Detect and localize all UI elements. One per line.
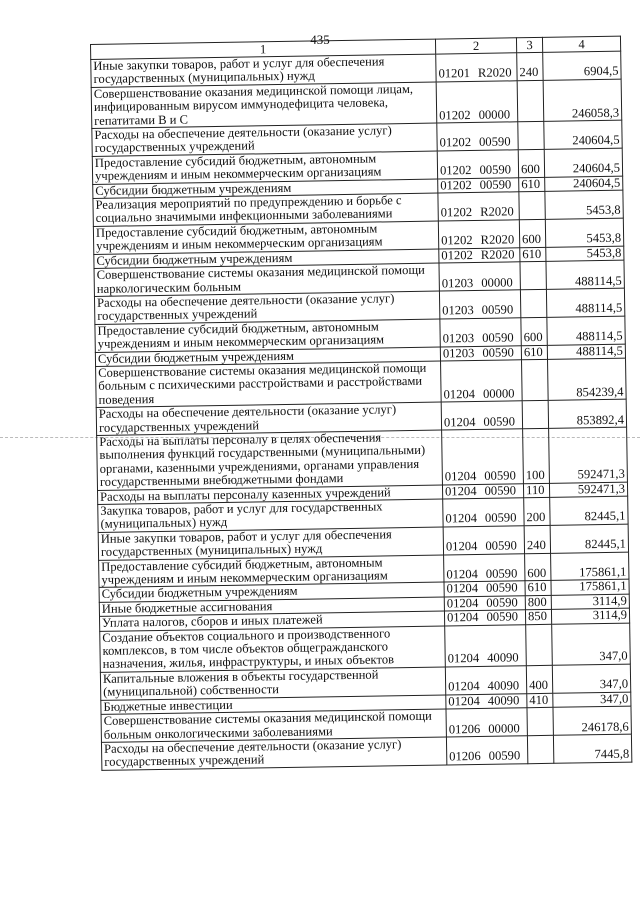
row-amount: 488114,5 — [546, 288, 624, 317]
row-code — [445, 666, 526, 695]
row-expense-type — [522, 401, 548, 429]
header-col-2: 2 — [435, 38, 516, 54]
row-amount: 175861,1 — [551, 580, 629, 596]
row-code — [446, 693, 527, 709]
row-direction-code: 00590 — [485, 580, 518, 596]
row-code — [442, 483, 523, 499]
row-expense-type: 240 — [517, 52, 543, 80]
row-amount: 6904,5 — [543, 51, 621, 80]
row-program-code: 01204 — [444, 483, 477, 499]
row-name: Создание объектов социального и производственного комплексов, в том числе объектов общегражданского назначения, жилья, инфраструктуры, и иных объектов — [100, 626, 446, 673]
row-code — [439, 290, 520, 319]
row-code — [443, 498, 524, 527]
row-code — [436, 81, 518, 123]
row-direction-code: 00590 — [478, 134, 511, 150]
row-name: Иные закупки товаров, работ и услуг для обеспечения государственных (муниципальных) нужд — [91, 54, 436, 87]
row-expense-type: 110 — [523, 483, 549, 498]
row-expense-type: 800 — [525, 595, 551, 610]
row-code — [441, 401, 522, 430]
row-program-code: 01204 — [445, 511, 478, 526]
row-name: Предоставление субсидий бюджетным, автономным учреждениям и иным некоммерческим организациям — [93, 221, 438, 254]
row-name: Субсидии бюджетным учреждениям — [95, 347, 440, 367]
row-expense-type: 600 — [525, 553, 551, 581]
row-program-code: 01204 — [445, 539, 478, 554]
row-name: Расходы на выплаты персоналу в целях обеспечения выполнения функций государственными (муниципальными) органами, казенными учреждениями, органами управления государственными внебюджетными фондами — [97, 430, 443, 490]
row-expense-type: 410 — [527, 693, 553, 708]
row-amount: 3114,9 — [551, 594, 629, 610]
row-expense-type: 600 — [519, 219, 545, 247]
row-amount: 82445,1 — [550, 496, 628, 525]
row-code — [439, 262, 520, 291]
row-expense-type — [522, 359, 549, 401]
row-direction-code: 00590 — [479, 177, 512, 192]
row-name: Закупка товаров, работ и услуг для государственных (муниципальных) нужд — [98, 499, 443, 532]
row-expense-type: 200 — [524, 497, 550, 525]
row-code — [440, 345, 521, 361]
row-expense-type: 610 — [525, 581, 551, 596]
row-program-code: 01204 — [443, 414, 476, 430]
row-direction-code: 00590 — [485, 538, 518, 554]
row-expense-type — [527, 735, 553, 763]
row-code — [437, 150, 518, 179]
row-code — [444, 553, 525, 582]
row-expense-type: 850 — [525, 610, 551, 625]
row-amount: 7445,8 — [553, 734, 631, 763]
row-code — [446, 708, 527, 737]
row-expense-type — [526, 624, 553, 666]
row-direction-code: 00590 — [485, 566, 518, 581]
row-program-code: 01204 — [444, 469, 477, 484]
row-program-code: 01203 — [442, 345, 475, 361]
row-amount: 82445,1 — [550, 524, 628, 553]
row-direction-code: R2020 — [480, 232, 515, 248]
row-direction-code: 00590 — [481, 302, 514, 318]
row-amount: 175861,1 — [551, 552, 629, 581]
row-direction-code: 40090 — [487, 678, 520, 694]
row-code — [438, 220, 519, 249]
row-direction-code: 00590 — [479, 162, 512, 178]
row-amount: 240604,5 — [545, 176, 623, 192]
row-expense-type: 610 — [519, 177, 545, 192]
row-program-code: 01204 — [446, 567, 478, 582]
row-code — [446, 736, 527, 765]
row-direction-code: R2020 — [480, 247, 515, 262]
row-direction-code: 40090 — [487, 650, 519, 666]
row-code — [445, 624, 527, 666]
row-program-code: 01204 — [446, 595, 479, 611]
row-program-code: 01202 — [440, 177, 472, 193]
row-amount: 347,0 — [552, 623, 631, 665]
row-program-code: 01202 — [439, 107, 471, 123]
row-amount: 592471,3 — [549, 482, 627, 498]
row-code — [438, 177, 519, 193]
row-direction-code: 00590 — [488, 748, 521, 764]
row-program-code: 01204 — [446, 610, 479, 625]
row-amount: 347,0 — [552, 664, 630, 693]
row-program-code: 01206 — [448, 721, 481, 736]
budget-table-sheet — [90, 36, 631, 771]
row-direction-code: 00590 — [486, 609, 519, 625]
row-name: Иные бюджетные ассигнования — [99, 597, 444, 617]
row-direction-code: R2020 — [477, 65, 512, 81]
row-program-code: 01204 — [443, 386, 476, 402]
row-direction-code: 40090 — [487, 693, 520, 708]
row-code — [436, 53, 517, 82]
row-expense-type: 240 — [524, 525, 550, 553]
row-code — [439, 247, 520, 263]
row-amount: 246178,6 — [553, 706, 631, 735]
row-name: Уплата налогов, сборов и иных платежей — [99, 611, 444, 631]
row-name: Предоставление субсидий бюджетным, автономным учреждениям и иным некоммерческим организациям — [95, 319, 440, 352]
budget-table — [90, 36, 632, 771]
row-program-code: 01202 — [440, 205, 473, 220]
row-direction-code: 00590 — [484, 468, 516, 484]
row-program-code: 01202 — [439, 135, 472, 150]
row-direction-code: 00590 — [484, 510, 517, 526]
row-expense-type: 610 — [520, 247, 546, 262]
row-code — [438, 192, 519, 221]
row-direction-code: 00590 — [483, 413, 516, 429]
table-body — [91, 51, 632, 770]
row-program-code: 01204 — [446, 581, 479, 596]
row-amount: 854239,4 — [548, 358, 627, 400]
row-name: Субсидии бюджетным учреждениям — [99, 582, 444, 602]
row-name: Реализация мероприятий по предупреждению и борьбе с социально значимыми инфекционными заболеваниями — [93, 193, 438, 226]
row-expense-type: 610 — [521, 345, 547, 360]
row-direction-code: 00590 — [486, 595, 518, 610]
row-name: Расходы на выплаты персоналу казенных учреждений — [98, 485, 443, 505]
row-name: Капитальные вложения в объекты государственной (муниципальной) собственности — [100, 667, 445, 700]
row-direction-code: R2020 — [480, 204, 514, 220]
row-code — [443, 526, 524, 555]
row-name: Субсидии бюджетным учреждениям — [93, 179, 438, 199]
row-program-code: 01206 — [449, 749, 481, 764]
page-number: 435 — [310, 32, 330, 47]
row-program-code: 01203 — [441, 275, 474, 291]
header-col-4: 4 — [542, 36, 620, 52]
row-amount: 5453,8 — [545, 190, 623, 219]
row-name: Бюджетные инвестиции — [101, 695, 446, 715]
row-name: Предоставление субсидий бюджетным, автономным учреждениям и иным некоммерческим организациям — [92, 151, 437, 184]
row-direction-code: 00590 — [482, 330, 514, 346]
row-amount: 240604,5 — [544, 120, 622, 149]
row-name: Совершенствование системы оказания медицинской помощи больным с психическими расстройствами и расстройствами поведения — [96, 361, 442, 408]
row-code — [440, 317, 521, 346]
row-code — [444, 610, 525, 626]
row-expense-type: 600 — [518, 149, 544, 177]
row-expense-type: 100 — [523, 428, 550, 483]
row-code — [437, 122, 518, 151]
row-amount: 3114,9 — [551, 608, 629, 624]
row-program-code: 01203 — [442, 303, 474, 318]
row-amount: 488114,5 — [546, 260, 624, 289]
row-expense-type: 600 — [521, 317, 547, 345]
row-direction-code: 00000 — [481, 274, 513, 290]
row-program-code: 01201 — [438, 66, 471, 81]
row-program-code: 01204 — [447, 651, 480, 666]
row-direction-code: 00000 — [488, 720, 520, 736]
row-name: Расходы на обеспечение деятельности (оказание услуг) государственных учреждений — [101, 737, 446, 770]
row-code — [441, 360, 523, 402]
row-amount: 5453,8 — [546, 246, 624, 262]
row-program-code: 01202 — [439, 163, 472, 178]
row-amount: 240604,5 — [544, 148, 622, 177]
row-program-code: 01203 — [442, 331, 475, 346]
header-col-1: 1 — [91, 39, 436, 59]
row-program-code: 01204 — [448, 693, 480, 709]
row-code — [442, 429, 524, 485]
row-amount: 488114,5 — [547, 344, 625, 360]
row-name: Предоставление субсидий бюджетным, автономным учреждениям и иным некоммерческим организациям — [99, 555, 444, 588]
row-amount: 853892,4 — [548, 399, 626, 428]
row-program-code: 01202 — [441, 233, 473, 248]
row-expense-type — [520, 289, 546, 317]
row-direction-code: 00000 — [482, 386, 515, 401]
row-amount: 246058,3 — [543, 79, 622, 121]
row-name: Совершенствование системы оказания медицинской помощи наркологическим больным — [94, 263, 439, 296]
row-direction-code: 00590 — [484, 482, 517, 498]
row-name: Субсидии бюджетным учреждениям — [94, 249, 439, 269]
header-col-3: 3 — [516, 37, 542, 52]
row-amount: 592471,3 — [549, 427, 628, 483]
row-name: Расходы на обеспечение деятельности (оказание услуг) государственных учреждений — [96, 402, 441, 435]
row-amount: 5453,8 — [545, 218, 623, 247]
row-expense-type — [527, 707, 553, 735]
row-expense-type — [517, 80, 544, 122]
row-direction-code: 00000 — [478, 107, 511, 122]
row-program-code: 01204 — [448, 679, 480, 694]
row-amount: 347,0 — [553, 692, 631, 708]
row-program-code: 01202 — [441, 247, 473, 263]
row-name: Совершенствование системы оказания медицинской помощи больным онкологическими заболеваниями — [101, 709, 446, 742]
row-expense-type — [520, 261, 546, 289]
row-expense-type — [518, 121, 544, 149]
row-direction-code: 00590 — [482, 344, 514, 360]
row-name: Иные закупки товаров, работ и услуг для обеспечения государственных (муниципальных) нужд — [98, 527, 443, 560]
row-name: Расходы на обеспечение деятельности (оказание услуг) государственных учреждений — [94, 291, 439, 324]
row-name: Совершенствование оказания медицинской помощи лицам, инфицированным вирусом иммунодефицита человека, гепатитами В и С — [91, 82, 437, 129]
row-expense-type — [519, 191, 545, 219]
table-row — [97, 427, 628, 490]
row-amount: 488114,5 — [547, 316, 625, 345]
row-name: Расходы на обеспечение деятельности (оказание услуг) государственных учреждений — [92, 123, 437, 156]
row-expense-type: 400 — [526, 665, 552, 693]
